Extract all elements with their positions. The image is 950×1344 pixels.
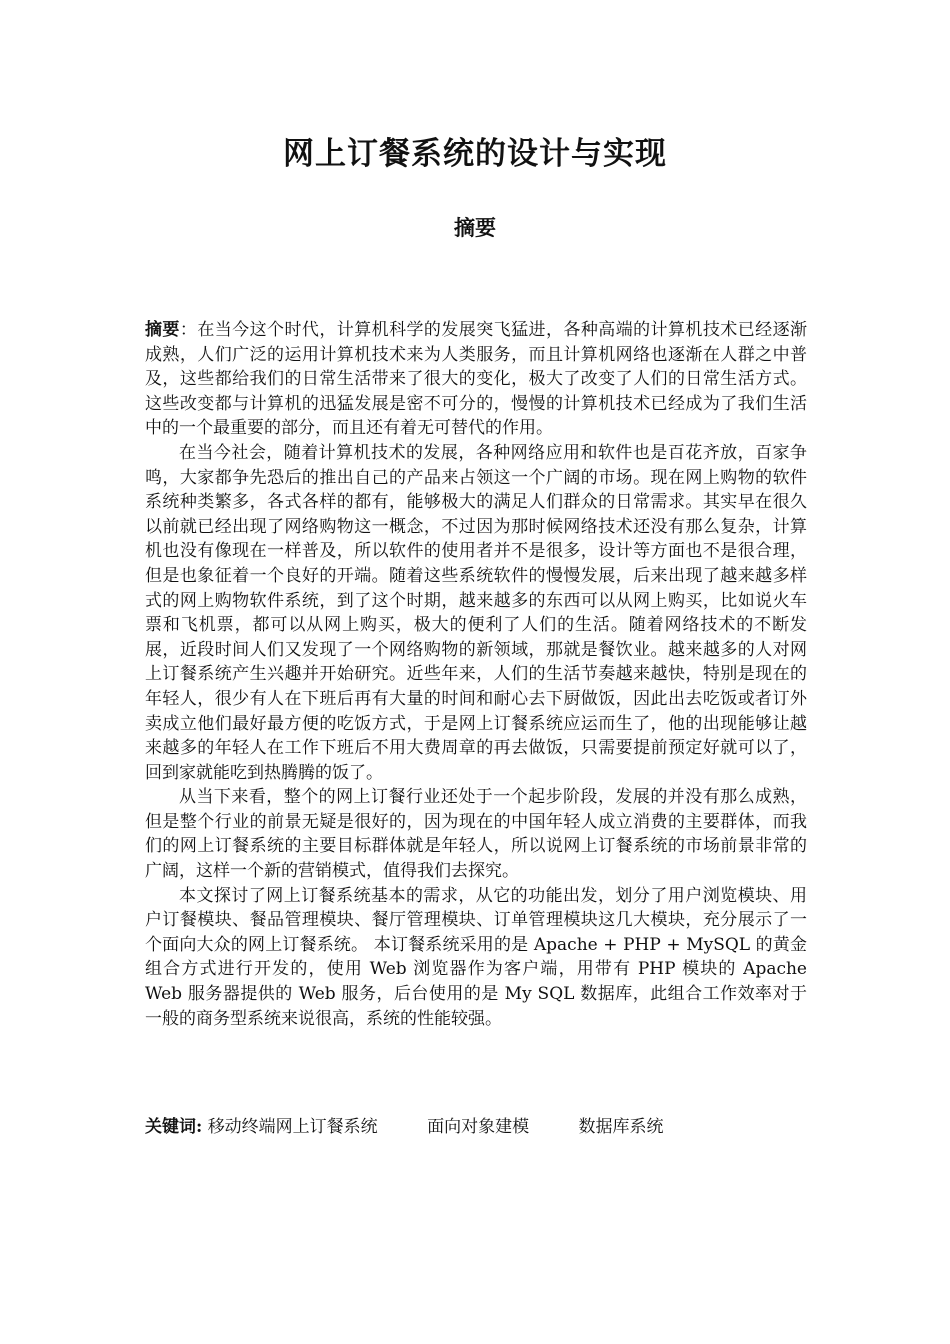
abstract-paragraph-4: 本文探讨了网上订餐系统基本的需求，从它的功能出发，划分了用户浏览模块、用户订餐模块、餐品管理模块、餐厅管理模块、订单管理模块这几大模块，充分展示了一个面向大众的网上订餐系统。 本订餐系统采用的是 Apache + PHP + MySQL 的黄金组合方式进行开发的，使用 Web 浏览器作为客户端，用带有 PHP 模块的 Apache Web 服务器提供的 Web 服务，后台使用的是 My SQL 数据库，此组合工作效率对于一般的商务型系统来说很高，系统的性能较强。 <box>145 885 807 1029</box>
keyword-item: 数据库系统 <box>578 1117 664 1137</box>
keyword-item: 移动终端网上订餐系统 <box>207 1117 378 1137</box>
abstract-heading: 摘要 <box>454 215 496 240</box>
keywords-line <box>145 1115 807 1139</box>
abstract-paragraph-1-text: 在当今这个时代，计算机科学的发展突飞猛进，各种高端的计算机技术已经逐渐成熟，人们广泛的运用计算机技术来为人类服务，而且计算机网络也逐渐在人群之中普及，这些都给我们的日常生活带来了很大的变化，极大了改变了人们的日常生活方式。这些改变都与计算机的迅猛发展是密不可分的，慢慢的计算机技术已经成为了我们生活中的一个最重要的部分，而且还有着无可替代的作用。 <box>145 320 808 439</box>
abstract-paragraph-2: 在当今社会，随着计算机技术的发展，各种网络应用和软件也是百花齐放，百家争鸣，大家都争先恐后的推出自己的产品来占领这一个广阔的市场。现在网上购物的软件系统种类繁多，各式各样的都有，能够极大的满足人们群众的日常需求。其实早在很久以前就已经出现了网络购物这一概念，不过因为那时候网络技术还没有那么复杂，计算机也没有像现在一样普及，所以软件的使用者并不是很多，设计等方面也不是很合理，但是也象征着一个良好的开端。随着这些系统软件的慢慢发展，后来出现了越来越多样式的网上购物软件系统，到了这个时期，越来越多的东西可以从网上购买，比如说火车票和飞机票，都可以从网上购买，极大的便利了人们的生活。随着网络技术的不断发展，近段时间人们又发现了一个网络购物的新领域，那就是餐饮业。越来越多的人对网上订餐系统产生兴趣并开始研究。近些年来，人们的生活节奏越来越快，特别是现在的年轻人，很少有人在下班后再有大量的时间和耐心去下厨做饭，因此出去吃饭或者订外卖成立他们最好最方便的吃饭方式，于是网上订餐系统应运而生了，他的出现能够让越来越多的年轻人在工作下班后不用大费周章的再去做饭，只需要提前预定好就可以了，回到家就能吃到热腾腾的饭了。 <box>145 442 807 783</box>
abstract-label-colon: ： <box>179 320 198 340</box>
abstract-body <box>145 318 807 1031</box>
abstract-paragraph-1 <box>145 318 807 441</box>
abstract-label: 摘要 <box>145 320 180 340</box>
keyword-item: 面向对象建模 <box>427 1117 530 1137</box>
keywords-label: 关键词: <box>145 1117 203 1137</box>
document-title: 网上订餐系统的设计与实现 <box>283 136 667 172</box>
abstract-paragraph-3: 从当下来看，整个的网上订餐行业还处于一个起步阶段，发展的并没有那么成熟，但是整个行业的前景无疑是很好的，因为现在的中国年轻人成立消费的主要群体，而我们的网上订餐系统的主要目标群体就是年轻人，所以说网上订餐系统的市场前景非常的广阔，这样一个新的营销模式，值得我们去探究。 <box>145 787 807 882</box>
